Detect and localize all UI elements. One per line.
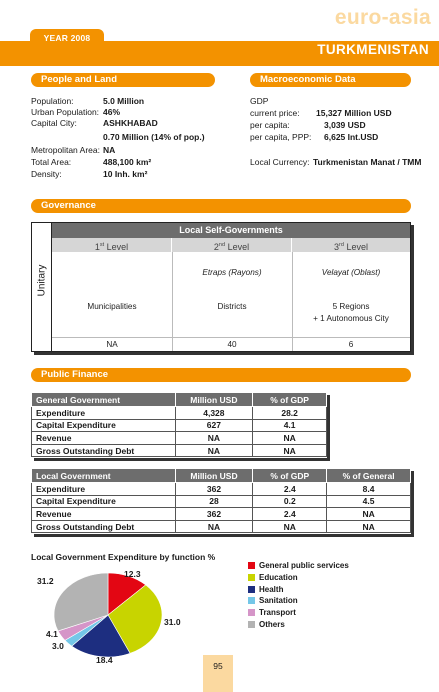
area-label: Total Area: [31,157,72,167]
general-header-usd: Million USD [175,393,253,407]
table-row [32,520,411,533]
table-row [32,432,327,445]
gdp-current-label: current price: [250,108,300,118]
row-label: Expenditure [32,483,176,496]
table-row [32,483,411,496]
row-usd: 362 [175,483,253,496]
table-row [32,495,411,508]
legend-swatch [248,562,255,569]
legend-swatch [248,621,255,628]
row-usd: 362 [175,508,253,521]
gdp-capita-label: per capita: [250,120,290,130]
level-3-unit: 5 Regions [332,302,370,311]
governance-section-header: Governance [31,199,411,213]
row-general: 4.5 [327,495,411,508]
legend-label: Health [259,584,284,594]
legend-swatch [248,597,255,604]
level-1-count: NA [106,340,118,349]
local-header-name: Local Government [32,469,176,483]
people-section-header: People and Land [31,73,215,87]
row-general: 8.4 [327,483,411,496]
row-usd: 627 [175,419,253,432]
gdp-ppp-label: per capita, PPP: [250,132,312,142]
macro-section-header: Macroeconomic Data [250,73,411,87]
level-1-header: 1st Level [52,238,172,252]
legend-label: Others [259,619,285,629]
general-shadow-right [327,395,330,461]
row-general: NA [327,520,411,533]
row-label: Capital Expenditure [32,495,176,508]
local-header-gdp: % of GDP [253,469,327,483]
table-row [32,444,327,457]
legend-item [248,585,349,597]
finance-section-header: Public Finance [31,368,411,382]
local-shadow-right [411,471,414,537]
local-shadow-bottom [34,534,414,537]
page-number: 95 [203,655,233,692]
row-usd: NA [175,520,253,533]
gdp-capita-value: 3,039 USD [324,120,366,130]
row-gdp: 28.2 [253,407,327,420]
density-value: 10 Inh. km² [103,169,148,179]
row-gdp: NA [253,432,327,445]
level-3-unit-extra: + 1 Autonomous City [313,314,389,323]
country-title: TURKMENISTAN [317,42,429,57]
row-gdp: 2.4 [253,508,327,521]
row-label: Revenue [32,432,176,445]
legend-label: Sanitation [259,596,298,606]
gov-shadow-right [411,225,414,355]
legend-item [248,573,349,585]
capital-value: ASHKHABAD [103,118,158,129]
level-2-name: Etraps (Rayons) [202,268,262,277]
pie-label-sanitation: 3.0 [52,641,64,651]
capital-population-value: 0.70 Million (14% of pop.) [103,132,205,142]
gdp-label: GDP [250,96,269,106]
row-usd: NA [175,432,253,445]
row-label: Revenue [32,508,176,521]
row-gdp: 0.2 [253,495,327,508]
governance-table [31,222,411,352]
general-government-table [31,392,327,457]
row-gdp: NA [253,444,327,457]
local-header-usd: Million USD [175,469,253,483]
level-2-header: 2nd Level [172,238,292,252]
legend-swatch [248,609,255,616]
unitary-label: Unitary [36,264,48,297]
gov-shadow-bottom [34,352,414,355]
row-gdp: NA [253,520,327,533]
legend-item [248,596,349,608]
row-general: NA [327,508,411,521]
currency-label: Local Currency: [250,157,310,167]
level-2-count: 40 [227,340,237,349]
gov-count-divider [52,337,410,338]
legend-label: Transport [259,608,296,618]
pie-label-others: 31.2 [37,576,54,586]
level-3-header: 3rd Level [292,238,410,252]
metro-value: NA [103,145,116,155]
gdp-ppp-value: 6,625 Int.USD [324,132,379,142]
general-header-gdp: % of GDP [253,393,327,407]
year-tab: YEAR 2008 [30,29,104,47]
general-header-name: General Government [32,393,176,407]
legend-label: Education [259,572,298,582]
chart-legend [248,561,349,632]
currency-value: Turkmenistan Manat / TMM [313,157,422,167]
urban-value: 46% [103,107,121,118]
legend-label: General public services [259,561,349,570]
chart-title: Local Government Expenditure by function % [31,552,216,562]
table-row [32,407,327,420]
local-self-governments-header: Local Self-Governments [52,223,410,238]
row-gdp: 4.1 [253,419,327,432]
pie-label-health: 18.4 [96,655,113,665]
pie-label-education: 31.0 [164,617,181,627]
legend-swatch [248,574,255,581]
legend-item [248,561,349,573]
legend-swatch [248,586,255,593]
level-2-unit: Districts [217,302,247,311]
area-value: 488,100 km² [103,157,152,167]
row-usd: 4,328 [175,407,253,420]
urban-label: Urban Population: [31,107,100,118]
general-shadow-bottom [34,458,330,461]
pie-label-transport: 4.1 [46,629,58,639]
level-3-count: 6 [348,340,354,349]
level-1-unit: Municipalities [87,302,137,311]
pie-chart [52,571,164,659]
level-3-name: Velayat (Oblast) [321,268,381,277]
row-label: Capital Expenditure [32,419,176,432]
density-label: Density: [31,169,62,179]
table-row [32,419,327,432]
population-label: Population: [31,96,74,106]
row-label: Expenditure [32,407,176,420]
row-usd: 28 [175,495,253,508]
metro-label: Metropolitan Area: [31,145,100,155]
population-value: 5.0 Million [103,96,145,106]
row-usd: NA [175,444,253,457]
table-row [32,508,411,521]
unitary-cell [32,223,52,351]
row-label: Gross Outstanding Debt [32,444,176,457]
legend-item [248,608,349,620]
local-header-general: % of General [327,469,411,483]
pie-label-general: 12.3 [124,569,141,579]
brand-logo: euro-asia [334,6,431,29]
local-government-table [31,468,411,533]
macro-data [250,96,439,186]
capital-label: Capital City: [31,118,77,129]
legend-item [248,620,349,632]
row-gdp: 2.4 [253,483,327,496]
row-label: Gross Outstanding Debt [32,520,176,533]
people-data [31,96,231,186]
gdp-current-value: 15,327 Million USD [316,108,392,118]
